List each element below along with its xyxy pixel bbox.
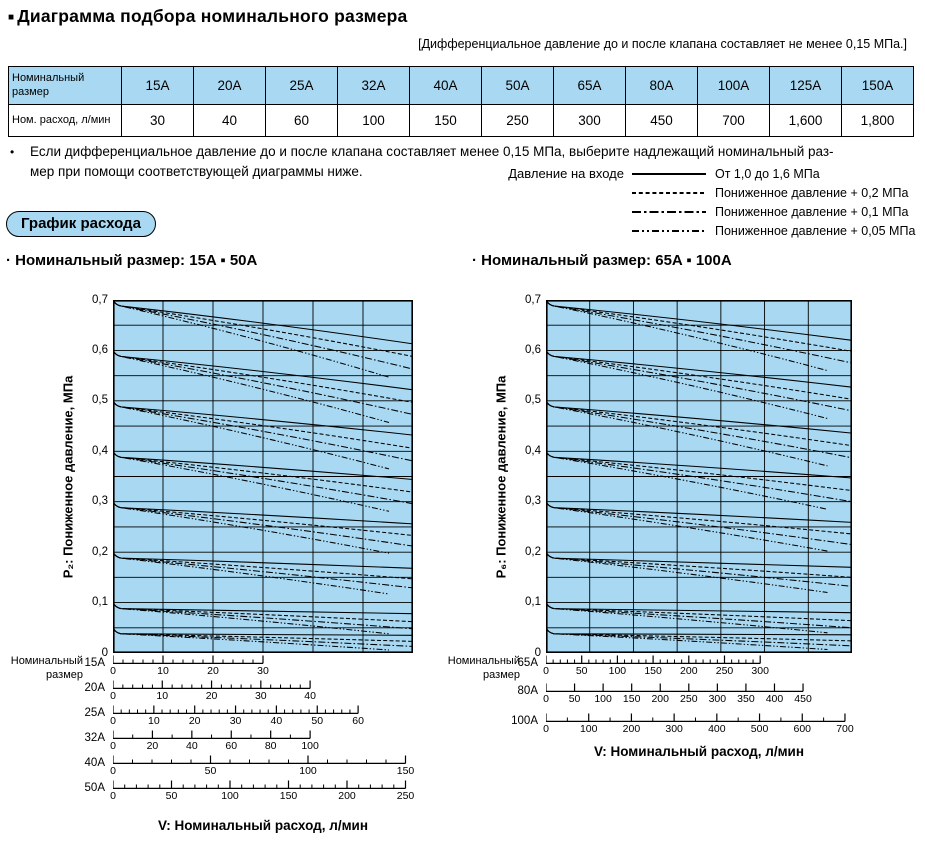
y-axis-label: P₆: Пониженное давление, МПа [493,375,509,578]
plot-area [113,300,413,653]
ruler-number: 40 [304,690,316,702]
table-size-cell: 100A [698,67,770,105]
chart-title-right: · Номинальный размер: 65A ▪ 100A [472,252,732,269]
table-size-cell: 150A [842,67,914,105]
ruler-number: 10 [156,690,169,702]
ruler-number: 60 [352,715,364,727]
legend-line-sample-solid [632,171,706,177]
table-size-cell: 32A [338,67,410,105]
y-tick-label: 0 [101,646,108,659]
bullet-marker: • [10,145,15,159]
table-flow-cell: 30 [122,105,194,137]
ruler-number: 450 [794,693,812,705]
legend-item [478,183,925,202]
size-table-header-label: Номинальный размер [9,67,122,105]
ruler-number: 20 [207,665,219,677]
table-size-cell: 25A [266,67,338,105]
size-table-row-label: Ном. расход, л/мин [9,105,122,137]
ruler-number: 50 [311,715,324,727]
size-table-wrap [8,66,914,137]
y-tick-label: 0,7 [525,293,541,306]
y-tick-label: 0,5 [525,394,541,407]
ruler-number: 100 [301,740,319,752]
ruler-size-label: 32A [84,732,105,744]
ruler-scale-40A [113,755,408,764]
ruler-number: 200 [680,665,698,677]
legend-item-label: Пониженное давление + 0,1 МПа [715,204,909,219]
legend-item [478,202,925,221]
ruler-number: 40 [185,740,198,752]
legend-item [478,164,925,183]
ruler-number: 250 [715,665,734,677]
ruler-number: 350 [737,693,755,705]
ruler-number: 10 [157,665,169,677]
size-table [8,66,914,137]
plot-area [546,300,852,653]
ruler-number: 20 [205,690,218,702]
chart-title-left: · Номинальный размер: 15A ▪ 50A [6,252,258,269]
ruler-number: 0 [110,765,116,777]
ruler-number: 0 [110,665,116,677]
y-tick-label: 0,5 [92,394,108,407]
ruler-number: 100 [579,723,598,735]
ruler-number: 80 [264,740,277,752]
table-size-cell: 80A [626,67,698,105]
ruler-number: 20 [146,740,159,752]
y-tick-label: 0,4 [525,444,541,457]
ruler-caption: Номинальный размер [10,655,83,681]
table-size-cell: 20A [194,67,266,105]
ruler-number: 0 [110,690,116,702]
ruler-number: 500 [750,723,769,735]
table-flow-cell: 1,800 [842,105,914,137]
y-tick-label: 0,3 [92,495,108,508]
ruler-number: 150 [622,693,641,705]
ruler-number: 200 [651,693,669,705]
ruler-number: 100 [299,765,317,777]
ruler-number: 300 [665,723,683,735]
legend-line-sample-dashdot [632,209,706,215]
bullet-note-line: мер при помощи соответствующей диаграммы ниже. [30,164,363,180]
table-flow-cell: 60 [266,105,338,137]
ruler-number: 300 [708,693,727,705]
legend-line-sample-dashdotdot [632,228,706,234]
ruler-number: 700 [836,723,854,735]
y-axis-label: P₂: Пониженное давление, МПа [60,375,76,578]
ruler-size-label: 15A [84,657,105,669]
table-flow-cell: 150 [410,105,482,137]
legend-item [478,222,925,241]
ruler-number: 300 [751,665,769,677]
ruler-size-label: 20A [84,682,105,694]
ruler-number: 50 [165,790,178,802]
y-tick-label: 0,4 [92,444,108,457]
legend-item-label: От 1,0 до 1,6 МПа [715,166,820,181]
ruler-scale-32A [113,730,312,739]
ruler-scale-15A [113,655,265,664]
x-axis-label: V: Номинальный расход, л/мин [593,744,805,759]
ruler-scale-25A [113,705,360,714]
ruler-size-label: 40A [84,757,105,769]
y-tick-label: 0,6 [525,343,541,356]
y-tick-label: 0,7 [92,293,108,306]
table-flow-cell: 1,600 [770,105,842,137]
title-square-icon: ■ [8,12,15,23]
legend-item-label: Пониженное давление + 0,05 МПа [715,224,916,239]
ruler-scale-20A [113,680,312,689]
y-tick-label: 0 [534,646,541,659]
size-table-flow-row [9,105,914,137]
ruler-number: 250 [680,693,698,705]
ruler-number: 100 [221,790,239,802]
page-title [8,6,407,27]
ruler-number: 150 [396,765,415,777]
differential-pressure-note: [Дифференциальное давление до и после клапана составляет не менее 0,15 МПа.] [418,37,907,51]
ruler-number: 0 [543,693,549,705]
ruler-size-label: 65A [517,657,538,669]
table-flow-cell: 250 [482,105,554,137]
y-tick-label: 0,1 [525,596,541,609]
ruler-scale-80A [546,683,805,692]
table-flow-cell: 300 [554,105,626,137]
table-flow-cell: 700 [698,105,770,137]
ruler-size-label: 100A [511,715,538,727]
legend-line-sample-dashed [632,190,706,196]
table-size-cell: 65A [554,67,626,105]
ruler-number: 0 [110,740,116,752]
ruler-scale-100A [546,713,847,722]
ruler-scale-50A [113,780,408,789]
table-size-cell: 125A [770,67,842,105]
ruler-number: 100 [594,693,612,705]
inlet-pressure-legend [478,164,925,241]
ruler-number: 400 [765,693,784,705]
legend-title: Давление на входе [508,166,624,182]
ruler-number: 40 [270,715,283,727]
table-flow-cell: 100 [338,105,410,137]
table-flow-cell: 450 [626,105,698,137]
ruler-number: 50 [204,765,217,777]
ruler-number: 30 [254,690,267,702]
ruler-number: 50 [568,693,581,705]
size-table-header-row [9,67,914,105]
ruler-number: 0 [543,723,549,735]
ruler-caption: Номинальный размер [447,655,520,681]
y-tick-label: 0,6 [92,343,108,356]
ruler-number: 60 [225,740,238,752]
ruler-number: 30 [229,715,242,727]
ruler-number: 200 [338,790,356,802]
ruler-number: 0 [110,715,116,727]
ruler-number: 600 [793,723,812,735]
y-tick-label: 0,2 [92,545,108,558]
table-flow-cell: 40 [194,105,266,137]
ruler-number: 150 [644,665,662,677]
x-axis-label: V: Номинальный расход, л/мин [157,818,369,833]
y-tick-label: 0,3 [525,495,541,508]
ruler-number: 0 [543,665,549,677]
ruler-number: 400 [708,723,726,735]
ruler-number: 150 [279,790,298,802]
table-size-cell: 15A [122,67,194,105]
ruler-number: 50 [575,665,588,677]
ruler-number: 0 [110,790,116,802]
ruler-size-label: 25A [84,707,105,719]
y-tick-label: 0,1 [92,596,108,609]
ruler-size-label: 80A [517,685,538,697]
y-tick-label: 0,2 [525,545,541,558]
table-size-cell: 50A [482,67,554,105]
ruler-number: 200 [622,723,641,735]
ruler-scale-65A [546,655,762,664]
ruler-number: 250 [396,790,415,802]
ruler-number: 30 [257,665,269,677]
legend-item-label: Пониженное давление + 0,2 МПа [715,185,909,200]
ruler-number: 20 [188,715,201,727]
bullet-note-line: Если дифференциальное давление до и после клапана составляет менее 0,15 МПа, выберите надлежащий номинальный раз- [30,144,834,159]
ruler-size-label: 50A [84,782,105,794]
ruler-number: 10 [148,715,160,727]
flow-chart-badge: График расхода [6,211,156,237]
page-title-text: Диаграмма подбора номинального размера [17,6,408,26]
table-size-cell: 40A [410,67,482,105]
ruler-number: 100 [608,665,627,677]
